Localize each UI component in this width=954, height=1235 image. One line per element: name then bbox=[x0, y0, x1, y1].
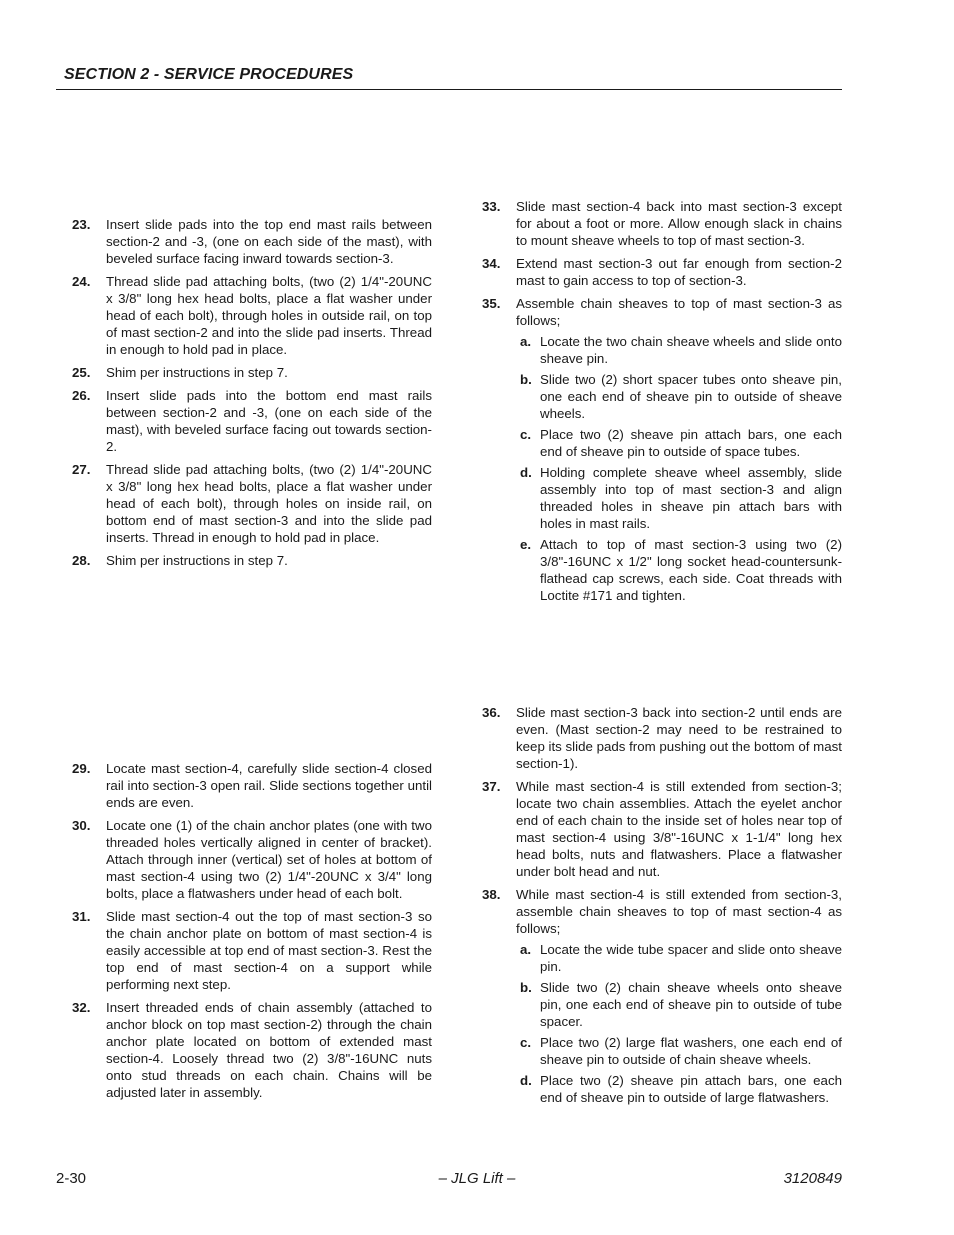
step-text: While mast section-4 is still extended from section-3, assemble chain sheaves to top of mast section-4 as follows; bbox=[516, 887, 842, 936]
step-text: Slide mast section-3 back into section-2 until ends are even. (Mast section-2 may need to be restrained to keep its slide pads from pushing out the bottom of mast section-1). bbox=[516, 705, 842, 771]
sub-step-text: Place two (2) sheave pin attach bars, one each end of sheave pin to outside of space tubes. bbox=[540, 427, 842, 459]
sub-step-letter: a. bbox=[520, 334, 532, 349]
procedure-step bbox=[482, 198, 842, 249]
step-text: Extend mast section-3 out far enough from section-2 mast to gain access to top of section-3. bbox=[516, 256, 842, 288]
left-column-top-steps bbox=[72, 216, 432, 575]
sub-step-letter: e. bbox=[520, 537, 532, 552]
sub-step-letter: d. bbox=[520, 465, 532, 480]
right-column-bottom-steps bbox=[482, 704, 842, 1112]
page-header-title: SECTION 2 - SERVICE PROCEDURES bbox=[64, 66, 354, 83]
step-number: 35. bbox=[482, 296, 501, 311]
sub-step-text: Place two (2) large flat washers, one each end of sheave pin to outside of chain sheave wheels. bbox=[540, 1035, 842, 1067]
header-divider bbox=[56, 89, 842, 90]
step-number: 34. bbox=[482, 256, 501, 271]
step-number: 24. bbox=[72, 274, 91, 289]
procedure-step bbox=[72, 273, 432, 358]
sub-step-letter: c. bbox=[520, 427, 532, 442]
step-text: Shim per instructions in step 7. bbox=[106, 553, 288, 568]
procedure-step bbox=[72, 999, 432, 1101]
footer-brand: – JLG Lift – bbox=[438, 1170, 516, 1187]
step-number: 31. bbox=[72, 909, 91, 924]
sub-step bbox=[516, 333, 842, 367]
procedure-step bbox=[72, 364, 432, 381]
sub-step bbox=[516, 941, 842, 975]
sub-step-letter: a. bbox=[520, 942, 532, 957]
sub-step bbox=[516, 1034, 842, 1068]
procedure-step bbox=[482, 778, 842, 880]
procedure-step bbox=[72, 908, 432, 993]
sub-step-text: Attach to top of mast section-3 using two (2) 3/8"-16UNC x 1/2" long socket head-countersunk-flathead cap screws, each side. Coat threads with Loctite #171 and tighten. bbox=[540, 537, 842, 603]
step-number: 25. bbox=[72, 365, 91, 380]
procedure-step bbox=[72, 760, 432, 811]
step-text: Insert slide pads into the top end mast rails between section-2 and -3, (one on each side of the mast), with beveled surface facing inward towards section-3. bbox=[106, 217, 432, 266]
sub-step bbox=[516, 536, 842, 604]
sub-step-letter: d. bbox=[520, 1073, 532, 1088]
step-text: Locate mast section-4, carefully slide section-4 closed rail into section-3 open rail. Slide sections together until ends are even. bbox=[106, 761, 432, 810]
procedure-step bbox=[72, 387, 432, 455]
step-number: 36. bbox=[482, 705, 501, 720]
page-number: 2-30 bbox=[56, 1170, 87, 1187]
step-text: Locate one (1) of the chain anchor plates (one with two threaded holes vertically aligned in center of bracket). Attach through inner (vertical) set of holes at bottom of mast section-4 using two (2) 1/4"-20UNC x 3/4" long bolts, place a flatwashers under head of each bolt. bbox=[106, 818, 432, 901]
procedure-step bbox=[72, 461, 432, 546]
right-column-top-steps bbox=[482, 198, 842, 610]
step-number: 28. bbox=[72, 553, 91, 568]
step-number: 33. bbox=[482, 199, 501, 214]
step-text: While mast section-4 is still extended from section-3; locate two chain assemblies. Attach the eyelet anchor end of each chain to the inside set of holes near top of mast section-4 using 3/8"-16UNC x 1-1/4" long hex head bolts, nuts and flatwashers. Place a flatwasher under bolt head and nut. bbox=[516, 779, 842, 879]
sub-step-list bbox=[516, 333, 842, 604]
step-text: Slide mast section-4 back into mast section-3 except for about a foot or more. Allow enough slack in chains to mount sheave wheels to top of mast section-3. bbox=[516, 199, 842, 248]
procedure-step bbox=[482, 886, 842, 1106]
step-number: 27. bbox=[72, 462, 91, 477]
sub-step-letter: b. bbox=[520, 372, 532, 387]
sub-step bbox=[516, 464, 842, 532]
step-text: Slide mast section-4 out the top of mast section-3 so the chain anchor plate on bottom of mast section-4 is easily accessible at top end of mast section-3. Rest the top end of mast section-4 on a support while performing next step. bbox=[106, 909, 432, 992]
sub-step-letter: c. bbox=[520, 1035, 532, 1050]
step-text: Insert threaded ends of chain assembly (attached to anchor block on top mast section-2) through the chain anchor plate located on bottom of extended mast section-4. Loosely thread two (2) 3/8"-16UNC nuts onto stud threads on each chain. Chains will be adjusted later in assembly. bbox=[106, 1000, 432, 1100]
procedure-step bbox=[482, 295, 842, 604]
step-number: 29. bbox=[72, 761, 91, 776]
step-text: Thread slide pad attaching bolts, (two (2) 1/4"-20UNC x 3/8" long hex head bolts, place a flat washer under head of each bolt), through holes in outside rail, on top of mast section-2 and into the slide pad inserts. Thread in enough to hold pad in place. bbox=[106, 274, 432, 357]
document-number: 3120849 bbox=[783, 1170, 842, 1187]
procedure-step bbox=[482, 255, 842, 289]
sub-step-text: Locate the wide tube spacer and slide onto sheave pin. bbox=[540, 942, 842, 974]
procedure-step bbox=[482, 704, 842, 772]
sub-step-text: Locate the two chain sheave wheels and slide onto sheave pin. bbox=[540, 334, 842, 366]
procedure-step bbox=[72, 817, 432, 902]
sub-step bbox=[516, 426, 842, 460]
step-number: 23. bbox=[72, 217, 91, 232]
sub-step bbox=[516, 979, 842, 1030]
step-number: 26. bbox=[72, 388, 91, 403]
left-column-bottom-steps bbox=[72, 760, 432, 1107]
sub-step-text: Place two (2) sheave pin attach bars, one each end of sheave pin to outside of large flatwashers. bbox=[540, 1073, 842, 1105]
sub-step-list bbox=[516, 941, 842, 1106]
sub-step bbox=[516, 371, 842, 422]
procedure-step bbox=[72, 552, 432, 569]
sub-step-text: Slide two (2) short spacer tubes onto sheave pin, one each end of sheave pin to outside of sheave wheels. bbox=[540, 372, 842, 421]
step-number: 32. bbox=[72, 1000, 91, 1015]
step-number: 38. bbox=[482, 887, 501, 902]
step-text: Thread slide pad attaching bolts, (two (2) 1/4"-20UNC x 3/8" long hex head bolts, place a flat washer under head of each bolt), through holes on inside rail, on bottom end of mast section-3 and into the slide pad inserts. Thread in enough to hold pad in place. bbox=[106, 462, 432, 545]
step-text: Shim per instructions in step 7. bbox=[106, 365, 288, 380]
step-text: Insert slide pads into the bottom end mast rails between section-2 and -3, (one on each side of the mast), with beveled surface facing out towards section-2. bbox=[106, 388, 432, 454]
sub-step-text: Slide two (2) chain sheave wheels onto sheave pin, one each end of sheave pin to outside of tube spacer. bbox=[540, 980, 842, 1029]
sub-step-letter: b. bbox=[520, 980, 532, 995]
step-number: 37. bbox=[482, 779, 501, 794]
procedure-step bbox=[72, 216, 432, 267]
sub-step-text: Holding complete sheave wheel assembly, slide assembly into top of mast section-3 and align threaded holes in sheave pin attach bars with holes in mast rails. bbox=[540, 465, 842, 531]
step-text: Assemble chain sheaves to top of mast section-3 as follows; bbox=[516, 296, 842, 328]
step-number: 30. bbox=[72, 818, 91, 833]
sub-step bbox=[516, 1072, 842, 1106]
